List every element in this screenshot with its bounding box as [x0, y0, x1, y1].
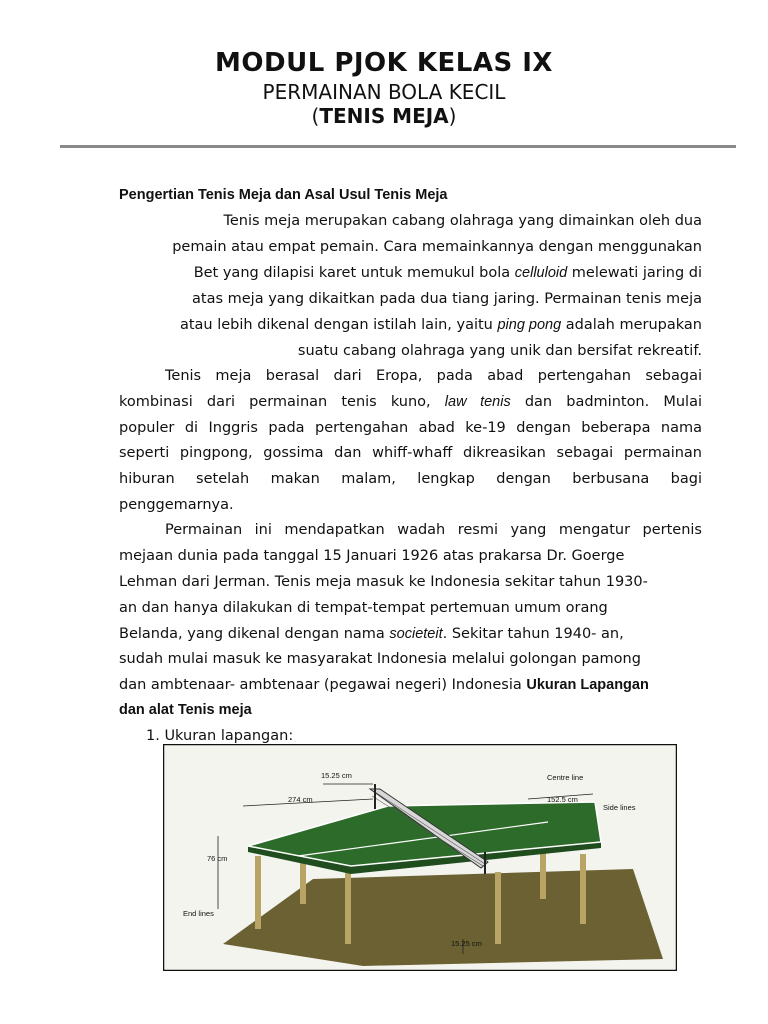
text-span: adalah merupakan [565, 317, 702, 333]
para3-line: sudah mulai masuk ke masyarakat Indonesia melalui golongan pamong [119, 651, 641, 667]
text-italic: societeit [389, 626, 443, 642]
topic-close: ) [448, 104, 457, 128]
section-title: Pengertian Tenis Meja dan Asal Usul Tenis Meja [119, 187, 448, 203]
para3-line: Permainan ini mendapatkan wadah resmi yang mengatur pertenis [165, 522, 702, 538]
page-title: MODUL PJOK KELAS IX [215, 48, 553, 78]
text-italic: celluloid [514, 265, 568, 281]
label-side-lines: Side lines [603, 803, 636, 812]
label-post: 15.25 cm [451, 939, 482, 948]
topic-title [0, 104, 768, 128]
text-span: atau lebih dikenal dengan istilah lain, yaitu [179, 317, 493, 333]
para1-line: suatu cabang olahraga yang unik dan bersifat rekreatif. [297, 343, 702, 359]
para1-line: Tenis meja merupakan cabang olahraga yang dimainkan oleh dua [223, 213, 702, 229]
text-span: melewati jaring di [571, 265, 702, 281]
text-span: . Sekitar tahun 1940- an, [442, 626, 624, 642]
topic-open: ( [311, 104, 320, 128]
para3-line: mejaan dunia pada tanggal 15 Januari 1926 atas prakarsa Dr. Goerge [119, 548, 625, 564]
para1-line [119, 263, 702, 283]
para3-line: an dan hanya dilakukan di tempat-tempat pertemuan umum orang [119, 600, 608, 616]
divider [60, 145, 736, 148]
para3-line-bold: dan alat Tenis meja [119, 702, 252, 718]
para2-line: Tenis meja berasal dari Eropa, pada abad pertengahan sebagai [165, 368, 702, 384]
text-span: dan badminton. Mulai [524, 394, 702, 410]
list-item: 1. Ukuran lapangan: [146, 728, 294, 744]
text-span: kombinasi dari permainan tenis kuno, [119, 394, 431, 410]
para3-line: Lehman dari Jerman. Tenis meja masuk ke Indonesia sekitar tahun 1930- [119, 574, 648, 590]
para2-line: populer di Inggris pada pertengahan abad ke-19 dengan beberapa nama [119, 420, 702, 436]
label-length: 274 cm [288, 795, 313, 804]
label-end-lines: End lines [183, 909, 214, 918]
para2-line: seperti pingpong, gossima dan whiff-whaff dikreasikan sebagai permainan [119, 445, 702, 461]
text-italic: law tenis [444, 394, 511, 410]
para1-line: atas meja yang dikaitkan pada dua tiang jaring. Permainan tenis meja [192, 291, 702, 307]
page-subtitle: PERMAINAN BOLA KECIL [262, 80, 506, 104]
label-centre-line: Centre line [547, 773, 584, 782]
para2-line: hiburan setelah makan malam, lengkap dengan berbusana bagi [119, 471, 702, 487]
text-bold: Ukuran Lapangan [526, 677, 649, 693]
text-span: Belanda, yang dikenal dengan nama [119, 626, 385, 642]
text-span: Bet yang dilapisi karet untuk memukul bola [193, 265, 511, 281]
para2-line [119, 392, 702, 412]
label-height: 76 cm [207, 854, 228, 863]
para3-line [119, 675, 649, 695]
label-half-width: 152.5 cm [547, 795, 578, 804]
para1-line: pemain atau empat pemain. Cara memainkannya dengan menggunakan [172, 239, 702, 255]
para3-line [119, 624, 624, 644]
table-diagram [163, 744, 677, 971]
label-net-width: 15.25 cm [321, 771, 352, 780]
text-italic: ping pong [497, 317, 562, 333]
para2-line: penggemarnya. [119, 497, 234, 513]
para1-line [119, 315, 702, 335]
text-span: dan ambtenaar- ambtenaar (pegawai negeri) Indonesia [119, 677, 522, 693]
topic-name: TENIS MEJA [319, 104, 449, 128]
